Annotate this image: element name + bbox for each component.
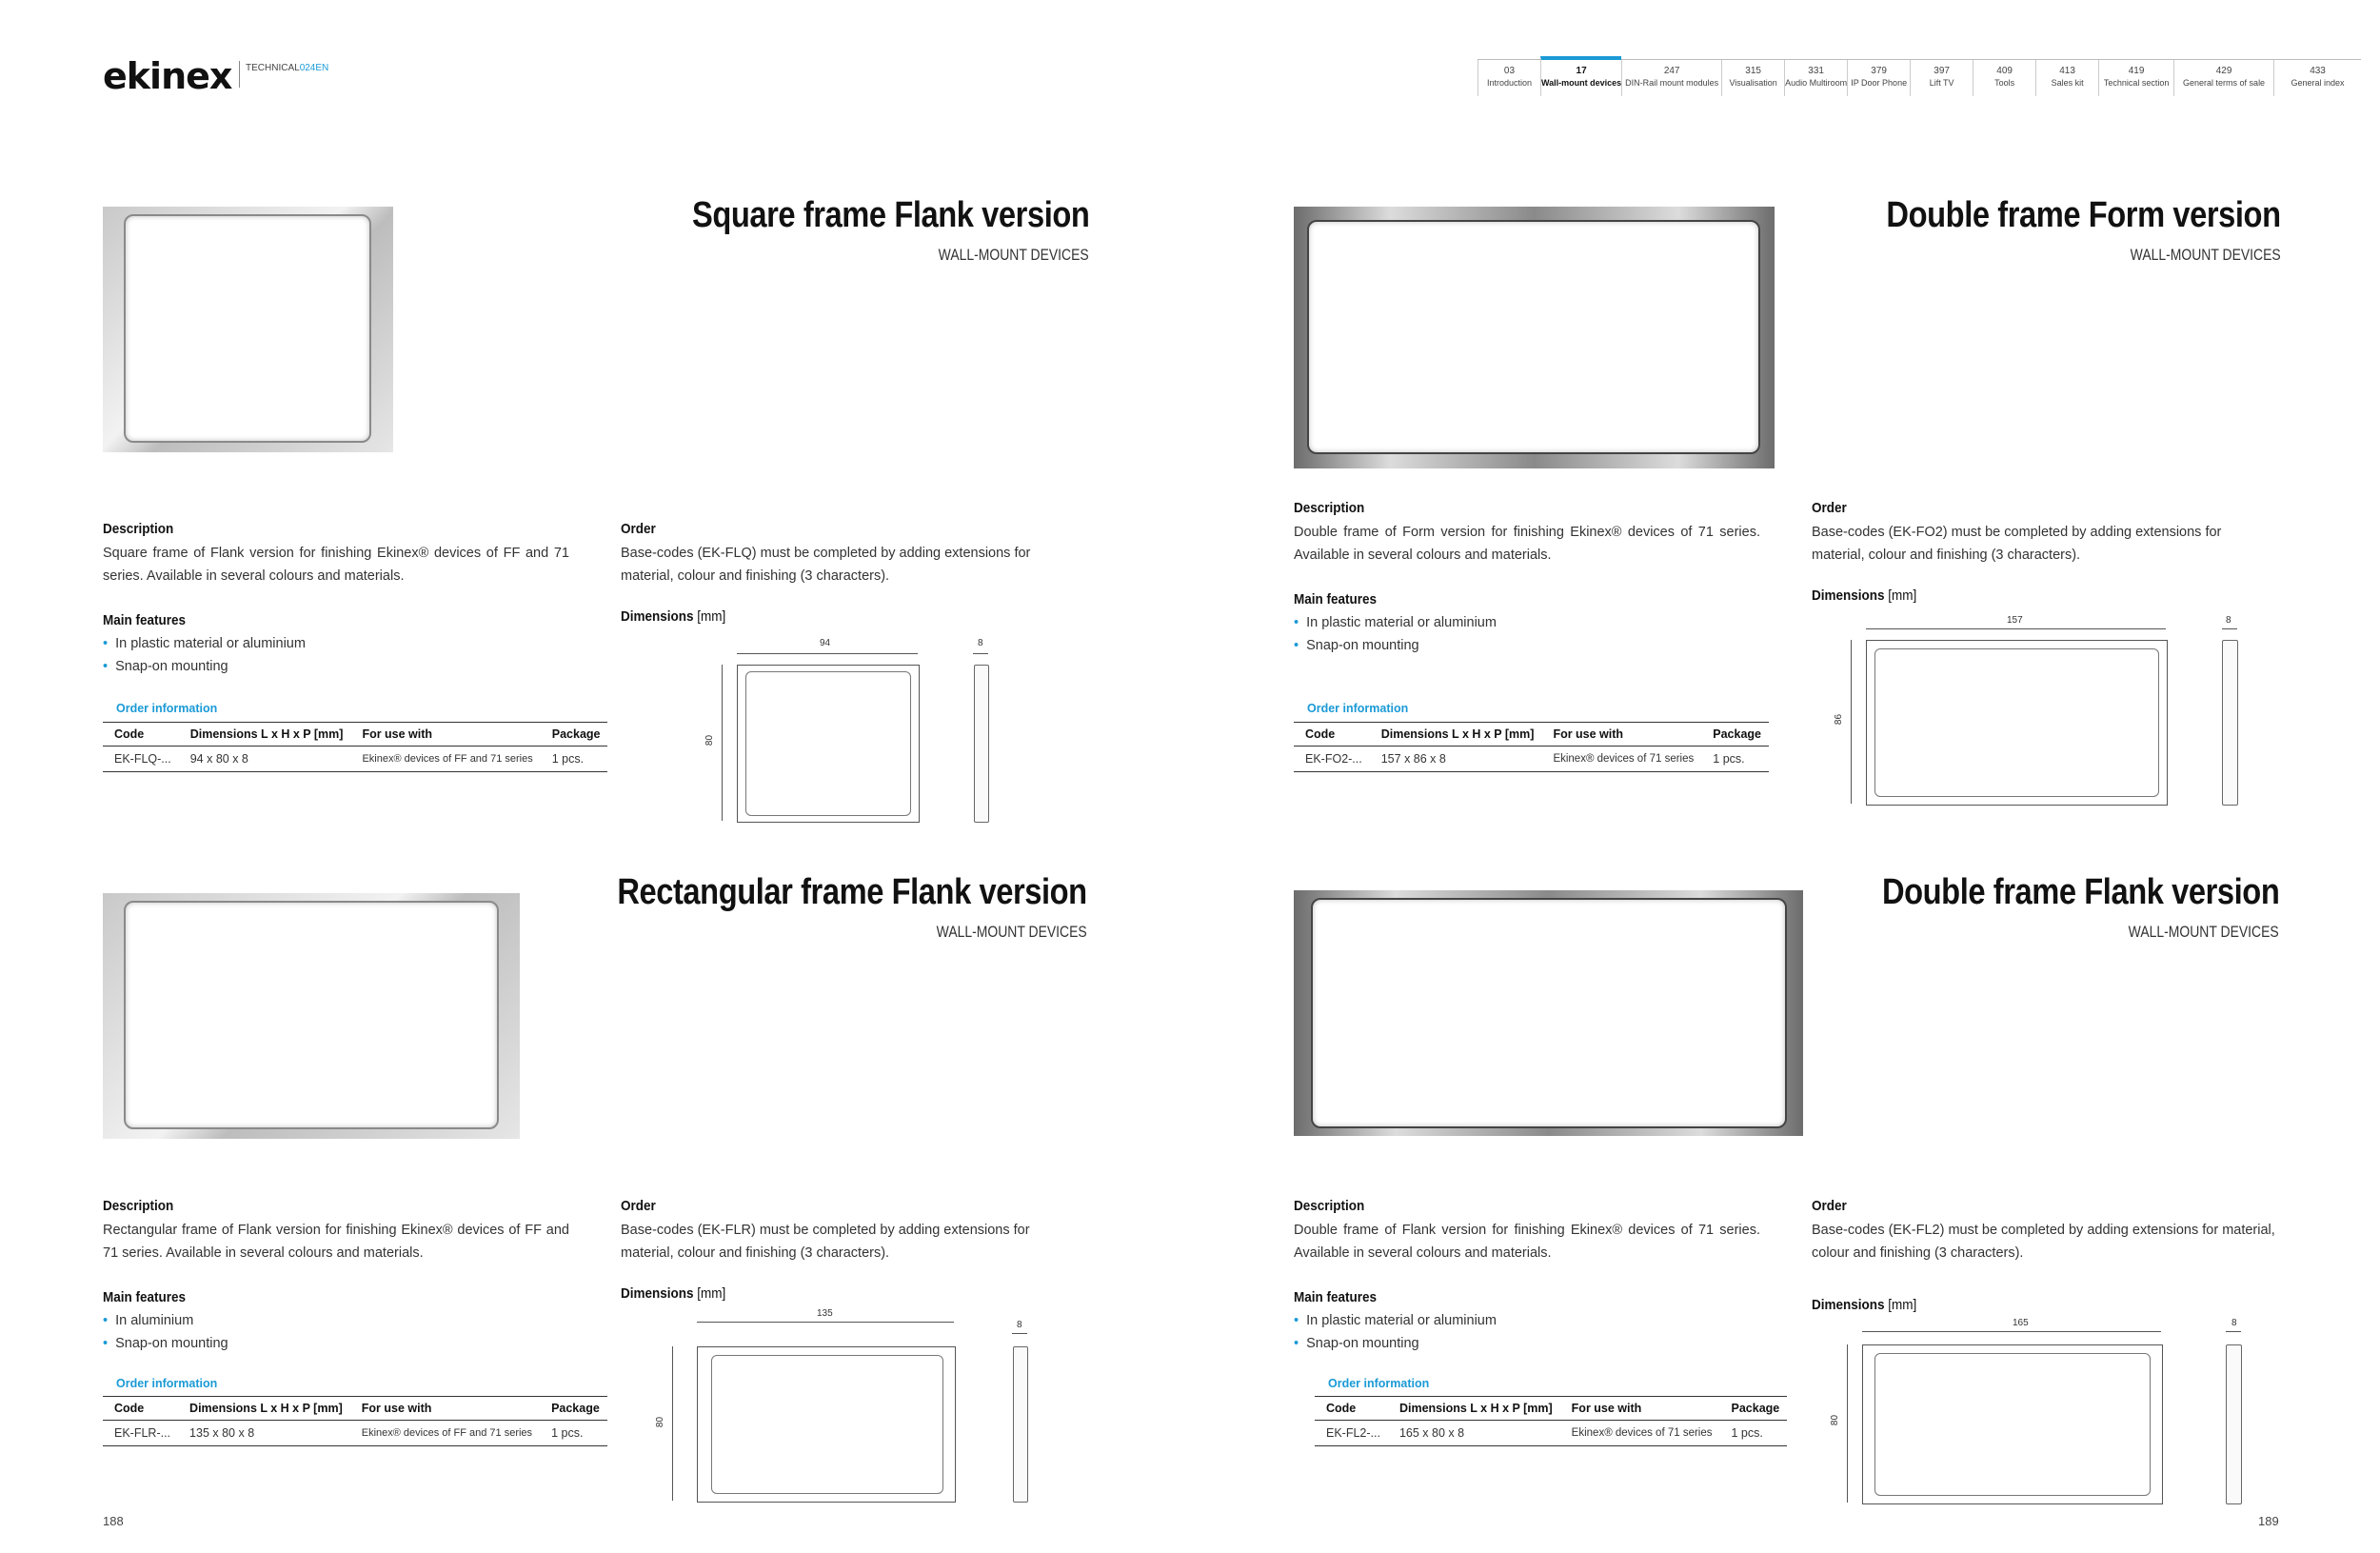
order-heading: Order: [1812, 1198, 1847, 1214]
col-code: Code: [1294, 723, 1370, 747]
page-number-right: 189: [2258, 1514, 2279, 1528]
product-title: Square frame Flank version: [691, 195, 1089, 235]
product-title: Double frame Form version: [1886, 195, 2281, 235]
feature-item: • Snap-on mounting: [1294, 1332, 1497, 1355]
cell-package: 1 pcs.: [1720, 1421, 1788, 1446]
order-heading: Order: [1812, 500, 1847, 516]
order-table: [1315, 1396, 1787, 1446]
cell-for-use-with: Ekinex® devices of FF and 71 series: [350, 1421, 540, 1446]
tab-lift-tv[interactable]: 397 Lift TV: [1910, 60, 1973, 96]
description-text: Double frame of Form version for finishing Ekinex® devices of 71 series. Available in several colours and materials.: [1294, 525, 1760, 563]
order-text: Base-codes (EK-FO2) must be completed by adding extensions for material, colour and finishing (3 characters).: [1812, 525, 2222, 563]
page-number-left: 188: [103, 1514, 124, 1528]
tab-sales-kit[interactable]: 413 Sales kit: [2035, 60, 2098, 96]
tab-ip-door-phone[interactable]: 379 IP Door Phone: [1847, 60, 1910, 96]
order-table: [1294, 722, 1769, 772]
cell-code: EK-FLR-...: [103, 1421, 178, 1446]
table-row: [103, 1421, 607, 1446]
features-list: [103, 1309, 228, 1355]
description-heading: Description: [1294, 1198, 1365, 1214]
order-information-label: Order information: [1307, 702, 1409, 715]
order-heading: Order: [621, 521, 656, 537]
feature-item: • In plastic material or aluminium: [1294, 611, 1497, 634]
main-features-heading: Main features: [103, 612, 187, 628]
table-row: [1315, 1421, 1787, 1446]
features-list: [103, 632, 306, 678]
order-text: Base-codes (EK-FLR) must be completed by adding extensions for material, colour and finishing (3 characters).: [621, 1223, 1030, 1261]
section-navigation: [1478, 59, 2361, 96]
dimension-drawing: [655, 1310, 1036, 1504]
tab-visualisation[interactable]: 315 Visualisation: [1721, 60, 1784, 96]
dim-depth-label: 8: [2231, 1318, 2237, 1328]
product-subtitle: WALL-MOUNT DEVICES: [938, 246, 1089, 264]
order-information-label: Order information: [116, 1377, 218, 1390]
product-subtitle: WALL-MOUNT DEVICES: [2130, 246, 2281, 264]
cell-code: EK-FO2-...: [1294, 747, 1370, 772]
feature-item: • In plastic material or aluminium: [1294, 1309, 1497, 1332]
tab-technical-section[interactable]: 419 Technical section: [2098, 60, 2173, 96]
col-for-use-with: For use with: [1541, 723, 1701, 747]
col-code: Code: [1315, 1397, 1388, 1421]
col-dimensions: Dimensions L x H x P [mm]: [1370, 723, 1542, 747]
logo-divider: [239, 61, 240, 88]
cell-dimensions: 165 x 80 x 8: [1388, 1421, 1560, 1446]
tab-tools[interactable]: 409 Tools: [1973, 60, 2035, 96]
tab-general-index[interactable]: 433 General index: [2273, 60, 2361, 96]
feature-item: • In aluminium: [103, 1309, 228, 1332]
description-text: Rectangular frame of Flank version for finishing Ekinex® devices of FF and 71 series. Available in several colours and materials.: [103, 1223, 569, 1261]
main-features-heading: Main features: [1294, 591, 1378, 607]
dimensions-heading: Dimensions [mm]: [621, 1285, 726, 1302]
col-dimensions: Dimensions L x H x P [mm]: [1388, 1397, 1560, 1421]
col-dimensions: Dimensions L x H x P [mm]: [178, 1397, 350, 1421]
product-subtitle: WALL-MOUNT DEVICES: [2128, 923, 2279, 941]
dim-width-label: 157: [2007, 615, 2023, 626]
col-package: Package: [540, 1397, 607, 1421]
dim-depth-label: 8: [978, 638, 983, 648]
tab-introduction[interactable]: 03 Introduction: [1478, 60, 1540, 96]
main-features-heading: Main features: [103, 1289, 187, 1305]
dim-height-label: 86: [1834, 713, 1845, 726]
col-package: Package: [1720, 1397, 1788, 1421]
product-photo-double-frame-form: [1294, 207, 1775, 468]
col-dimensions: Dimensions L x H x P [mm]: [179, 723, 351, 747]
dim-width-label: 165: [2013, 1318, 2029, 1328]
cell-package: 1 pcs.: [540, 1421, 607, 1446]
product-title: Rectangular frame Flank version: [617, 872, 1087, 912]
cell-for-use-with: Ekinex® devices of FF and 71 series: [350, 747, 540, 772]
description-heading: Description: [1294, 500, 1365, 516]
description-text: Double frame of Flank version for finishing Ekinex® devices of 71 series. Available in several colours and materials.: [1294, 1223, 1760, 1261]
dimensions-heading: Dimensions [mm]: [1812, 587, 1917, 604]
dimension-drawing: [1832, 1320, 2251, 1506]
cell-for-use-with: Ekinex® devices of 71 series: [1560, 1421, 1720, 1446]
col-package: Package: [1701, 723, 1769, 747]
order-information-label: Order information: [116, 702, 218, 715]
cell-package: 1 pcs.: [1701, 747, 1769, 772]
order-table: [103, 722, 607, 772]
tab-wall-mount-devices[interactable]: 17 Wall-mount devices: [1540, 56, 1621, 96]
col-package: Package: [541, 723, 608, 747]
cell-for-use-with: Ekinex® devices of 71 series: [1541, 747, 1701, 772]
order-text: Base-codes (EK-FLQ) must be completed by adding extensions for material, colour and finishing (3 characters).: [621, 546, 1031, 584]
tab-audio-multiroom[interactable]: 331 Audio Multiroom: [1784, 60, 1847, 96]
description-heading: Description: [103, 1198, 174, 1214]
tab-din-rail-mount-modules[interactable]: 247 DIN-Rail mount modules: [1621, 60, 1721, 96]
features-list: [1294, 1309, 1497, 1355]
table-row: [103, 747, 607, 772]
cell-dimensions: 135 x 80 x 8: [178, 1421, 350, 1446]
dimension-drawing: [1834, 615, 2256, 809]
product-photo-square-frame: [103, 207, 393, 452]
features-list: [1294, 611, 1497, 657]
main-features-heading: Main features: [1294, 1289, 1378, 1305]
order-heading: Order: [621, 1198, 656, 1214]
catalogue-tag-code: 024EN: [299, 63, 329, 73]
order-table: [103, 1396, 607, 1446]
dim-depth-label: 8: [2226, 615, 2231, 626]
col-for-use-with: For use with: [1560, 1397, 1720, 1421]
product-title: Double frame Flank version: [1881, 872, 2279, 912]
dim-depth-label: 8: [1017, 1320, 1022, 1330]
col-for-use-with: For use with: [350, 723, 540, 747]
cell-code: EK-FL2-...: [1315, 1421, 1388, 1446]
feature-item: • In plastic material or aluminium: [103, 632, 306, 655]
dimensions-heading: Dimensions [mm]: [1812, 1297, 1917, 1313]
dim-height-label: 80: [1830, 1414, 1841, 1426]
order-text: Base-codes (EK-FL2) must be completed by adding extensions for material, colour and finishing (3 characters).: [1812, 1223, 2275, 1261]
dim-height-label: 80: [704, 734, 716, 747]
cell-dimensions: 94 x 80 x 8: [179, 747, 351, 772]
tab-general-terms-of-sale[interactable]: 429 General terms of sale: [2173, 60, 2273, 96]
col-code: Code: [103, 723, 179, 747]
dim-width-label: 94: [820, 638, 831, 648]
cell-code: EK-FLQ-...: [103, 747, 179, 772]
cell-dimensions: 157 x 86 x 8: [1370, 747, 1542, 772]
col-code: Code: [103, 1397, 178, 1421]
feature-item: • Snap-on mounting: [103, 1332, 228, 1355]
ekinex-logo: ekinex: [103, 55, 232, 97]
dimensions-heading: Dimensions [mm]: [621, 608, 726, 625]
table-row: [1294, 747, 1769, 772]
order-information-label: Order information: [1328, 1377, 1430, 1390]
product-subtitle: WALL-MOUNT DEVICES: [936, 923, 1087, 941]
feature-item: • Snap-on mounting: [1294, 634, 1497, 657]
dim-height-label: 80: [655, 1416, 666, 1428]
description-heading: Description: [103, 521, 174, 537]
cell-package: 1 pcs.: [541, 747, 608, 772]
product-photo-rectangular-frame: [103, 893, 520, 1139]
feature-item: • Snap-on mounting: [103, 655, 306, 678]
dim-width-label: 135: [817, 1308, 833, 1319]
col-for-use-with: For use with: [350, 1397, 540, 1421]
dimension-drawing: [704, 636, 990, 826]
catalogue-tag-prefix: TECHNICAL: [246, 63, 300, 73]
product-photo-double-frame-flank: [1294, 890, 1803, 1136]
description-text: Square frame of Flank version for finishing Ekinex® devices of FF and 71 series. Available in several colours and materials.: [103, 546, 569, 584]
catalogue-tag: [246, 63, 328, 73]
